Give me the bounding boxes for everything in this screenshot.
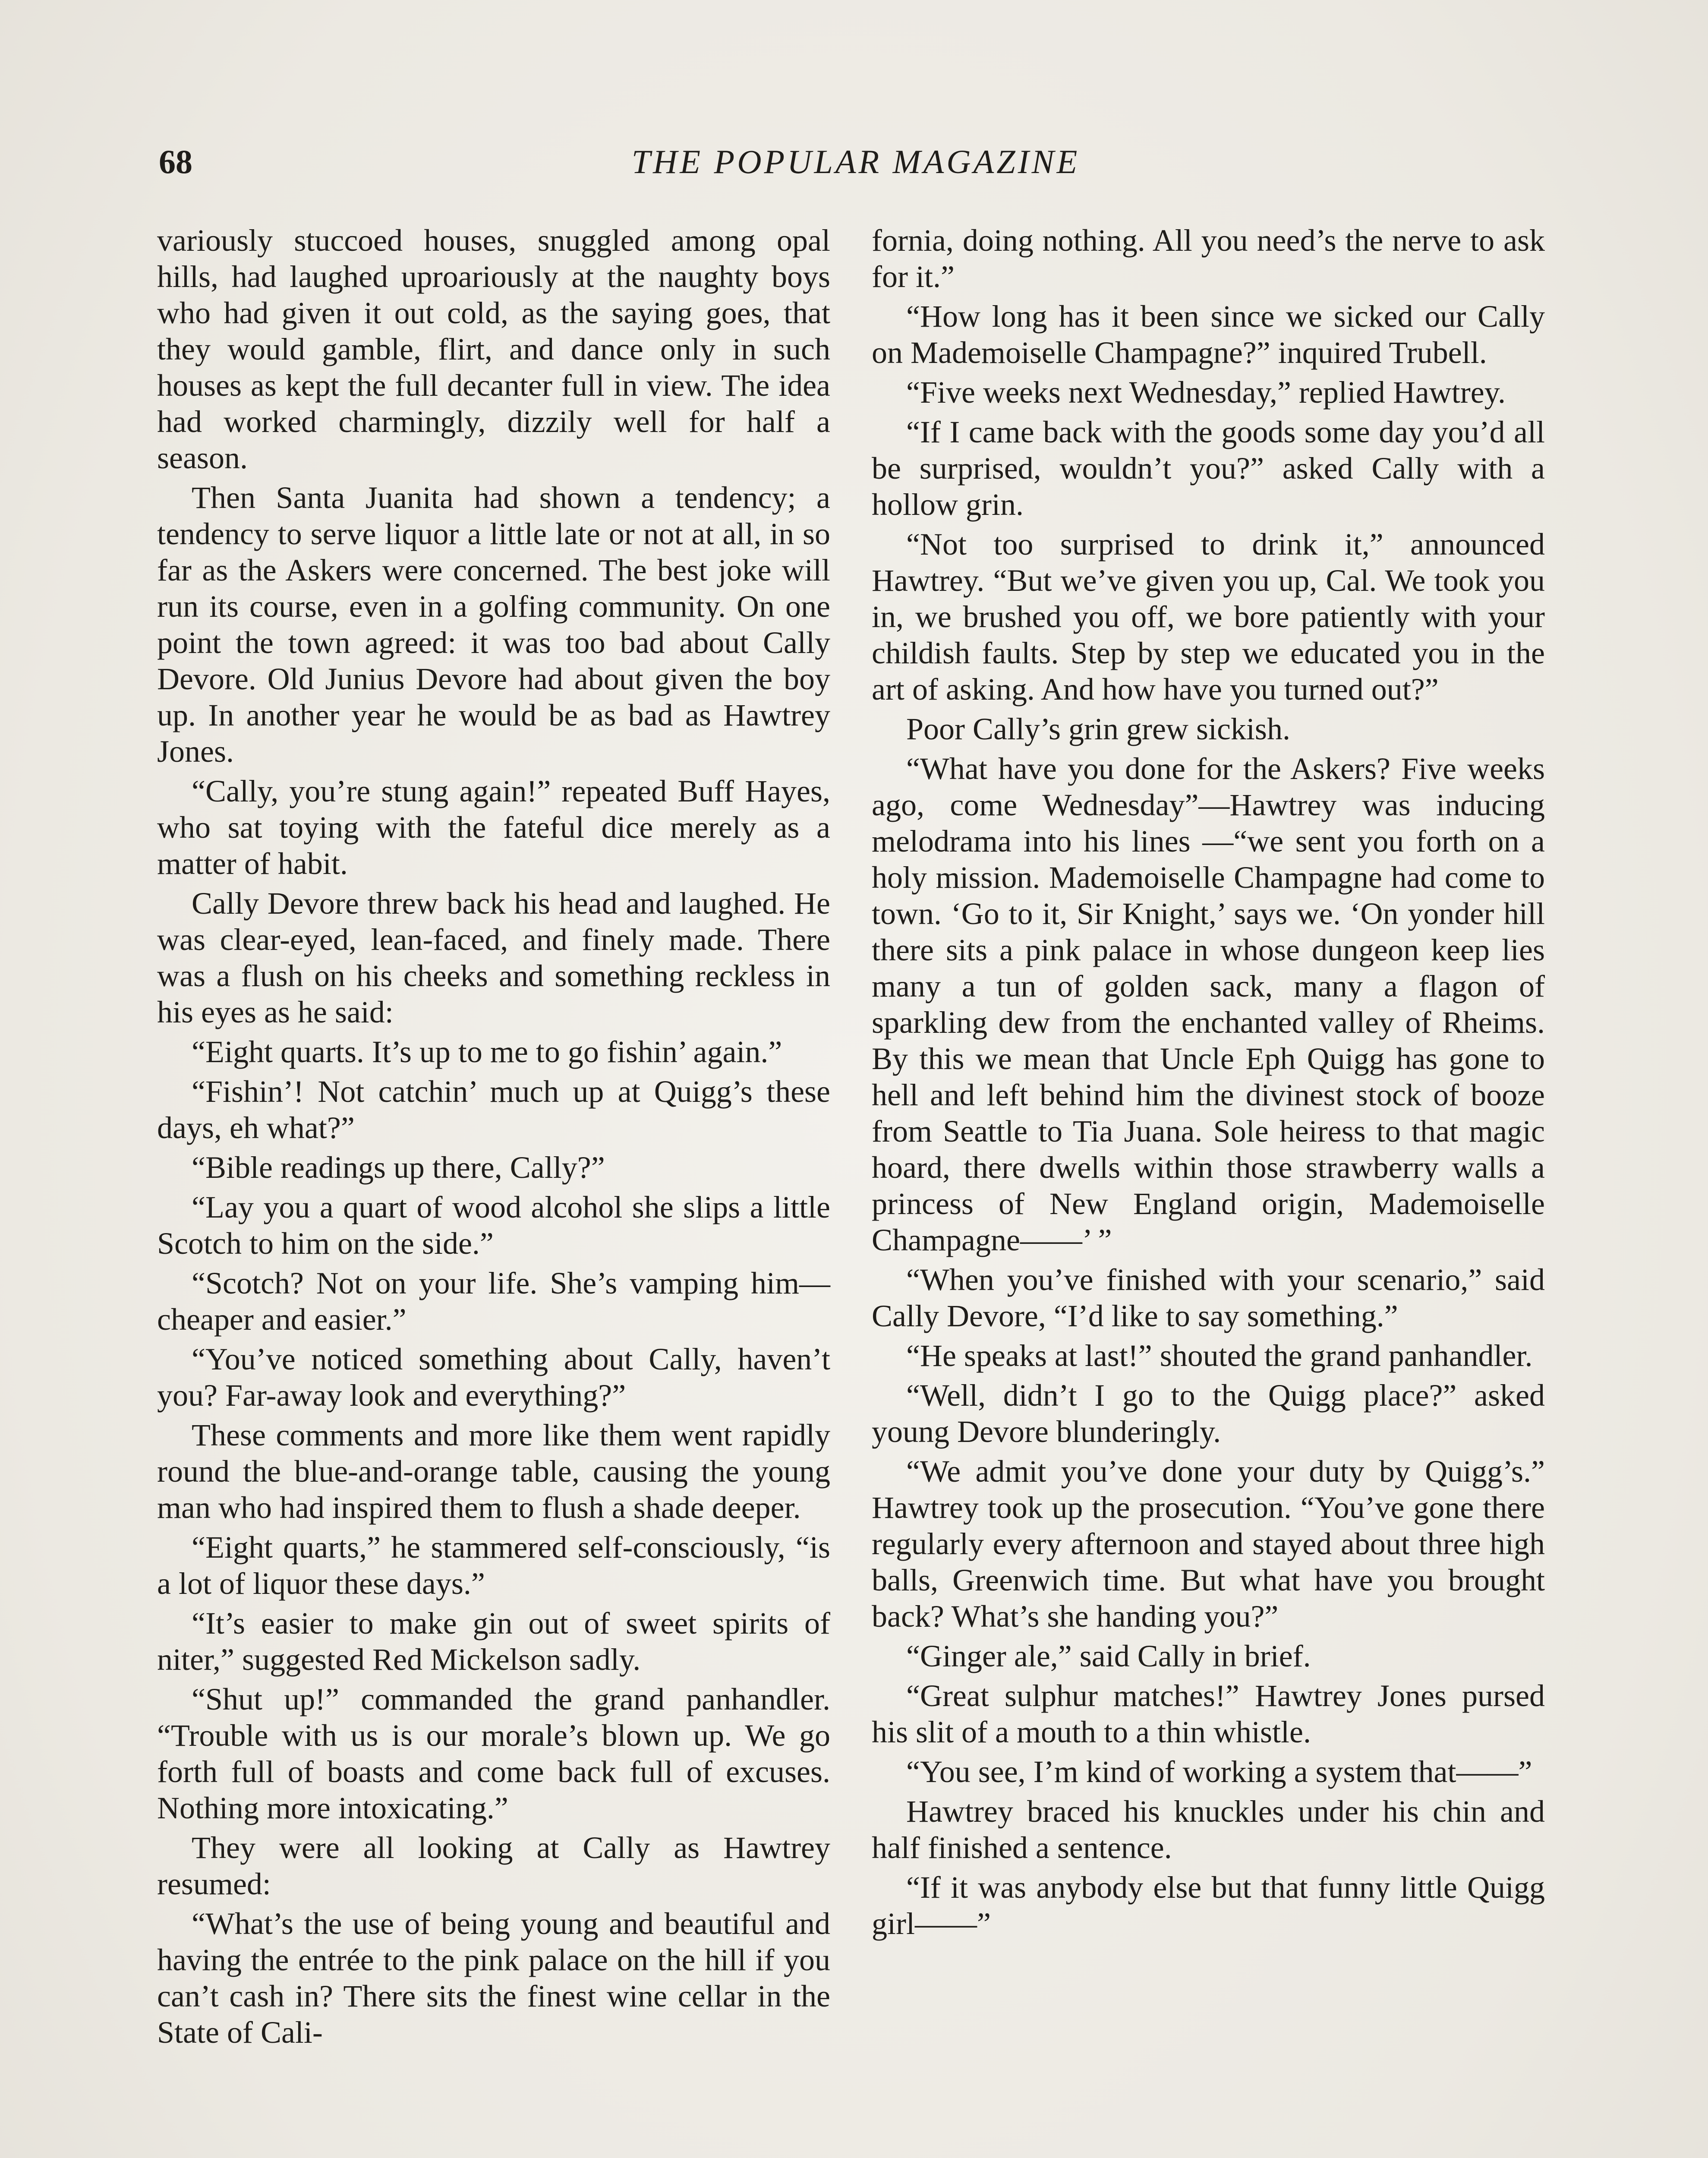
paragraph: “You’ve noticed something about Cally, haven’t you? Far-away look and everything?” xyxy=(157,1342,830,1413)
paragraph: “Eight quarts,” he stammered self-consciously, “is a lot of liquor these days.” xyxy=(157,1530,830,1601)
paragraph: “When you’ve finished with your scenario,” said Cally Devore, “I’d like to say something.” xyxy=(872,1262,1545,1333)
paragraph: “If I came back with the goods some day you’d all be surprised, wouldn’t you?” asked Cally with a hollow grin. xyxy=(872,415,1545,522)
paragraph: “Well, didn’t I go to the Quigg place?” asked young Devore blunderingly. xyxy=(872,1378,1545,1449)
paragraph: “Shut up!” commanded the grand panhandler. “Trouble with us is our morale’s blown up. We go forth full of boasts and come back full of excuses. Nothing more intoxicating.” xyxy=(157,1682,830,1825)
paragraph: “Ginger ale,” said Cally in brief. xyxy=(906,1639,1311,1673)
paragraph: “How long has it been since we sicked our Cally on Mademoiselle Champagne?” inquired Trubell. xyxy=(872,299,1545,370)
page-header xyxy=(159,142,1553,190)
paragraph: “If it was anybody else but that funny little Quigg girl——” xyxy=(872,1870,1545,1941)
paragraph: Cally Devore threw back his head and laughed. He was clear-eyed, lean-faced, and finely made. There was a flush on his cheeks and something reckless in his eyes as he said: xyxy=(157,886,830,1029)
paragraph: “Five weeks next Wednesday,” replied Hawtrey. xyxy=(906,375,1506,410)
running-head: THE POPULAR MAGAZINE xyxy=(631,143,1080,180)
paragraph: variously stuccoed houses, snuggled among opal hills, had laughed uproariously at the naughty boys who had given it out cold, as the saying goes, that they would gamble, flirt, and dance only in such houses as kept the full decanter full in view. The idea had worked charmingly, dizzily well for half a season. xyxy=(157,223,830,475)
page-number: 68 xyxy=(159,143,192,180)
paragraph: Poor Cally’s grin grew sickish. xyxy=(906,712,1290,746)
paragraph: “What have you done for the Askers? Five weeks ago, come Wednesday”—Hawtrey was inducing melodrama into his lines —“we sent you forth on a holy mission. Mademoiselle Champagne had come to town. ‘Go to it, Sir Knight,’ says we. ‘On yonder hill there sits a pink palace in whose dungeon keep lies many a tun of golden sack, many a flagon of sparkling dew from the enchanted valley of Rheims. By this we mean that Uncle Eph Quigg has gone to hell and left behind him the divinest stock of booze from Seattle to Tia Juana. Sole heiress to that magic hoard, there dwells within those strawberry walls a princess of New England origin, Mademoiselle Champagne——’ ” xyxy=(872,751,1545,1257)
paragraph: “He speaks at last!” shouted the grand panhandler. xyxy=(906,1338,1533,1373)
paragraph: fornia, doing nothing. All you need’s the nerve to ask for it.” xyxy=(872,223,1545,294)
paragraph: “Cally, you’re stung again!” repeated Buff Hayes, who sat toying with the fateful dice merely as a matter of habit. xyxy=(157,774,830,881)
paragraph: “Scotch? Not on your life. She’s vamping him—cheaper and easier.” xyxy=(157,1266,830,1337)
paragraph: “Lay you a quart of wood alcohol she slips a little Scotch to him on the side.” xyxy=(157,1190,830,1261)
paragraph: Then Santa Juanita had shown a tendency; a tendency to serve liquor a little late or not at all, in so far as the Askers were concerned. The best joke will run its course, even in a golfing community. On one point the town agreed: it was too bad about Cally Devore. Old Junius Devore had about given the boy up. In another year he would be as bad as Hawtrey Jones. xyxy=(157,480,830,769)
paragraph: These comments and more like them went rapidly round the blue-and-orange table, causing the young man who had inspired them to flush a shade deeper. xyxy=(157,1418,830,1525)
left-column xyxy=(157,222,830,2054)
paragraph: “Eight quarts. It’s up to me to go fishin’ again.” xyxy=(192,1035,782,1069)
paragraph: “You see, I’m kind of working a system that——” xyxy=(906,1754,1532,1789)
paragraph: “Bible readings up there, Cally?” xyxy=(192,1150,605,1185)
paragraph: They were all looking at Cally as Hawtrey resumed: xyxy=(157,1830,830,1901)
paragraph: “It’s easier to make gin out of sweet spirits of niter,” suggested Red Mickelson sadly. xyxy=(157,1606,830,1677)
paragraph: “Fishin’! Not catchin’ much up at Quigg’s these days, eh what?” xyxy=(157,1074,830,1145)
paragraph: “What’s the use of being young and beautiful and having the entrée to the pink palace on the hill if you can’t cash in? There sits the finest wine cellar in the State of Cali- xyxy=(157,1906,830,2050)
paragraph: “Not too surprised to drink it,” announced Hawtrey. “But we’ve given you up, Cal. We took you in, we brushed you off, we bore patiently with your childish faults. Step by step we educated you in the art of asking. And how have you turned out?” xyxy=(872,527,1545,707)
paragraph: “Great sulphur matches!” Hawtrey Jones pursed his slit of a mouth to a thin whistle. xyxy=(872,1678,1545,1749)
paragraph: “We admit you’ve done your duty by Quigg’s.” Hawtrey took up the prosecution. “You’ve gone there regularly every afternoon and stayed about three high balls, Greenwich time. But what have you brought back? What’s she handing you?” xyxy=(872,1454,1545,1634)
paragraph: Hawtrey braced his knuckles under his chin and half finished a sentence. xyxy=(872,1794,1545,1865)
right-column xyxy=(872,222,1545,1945)
